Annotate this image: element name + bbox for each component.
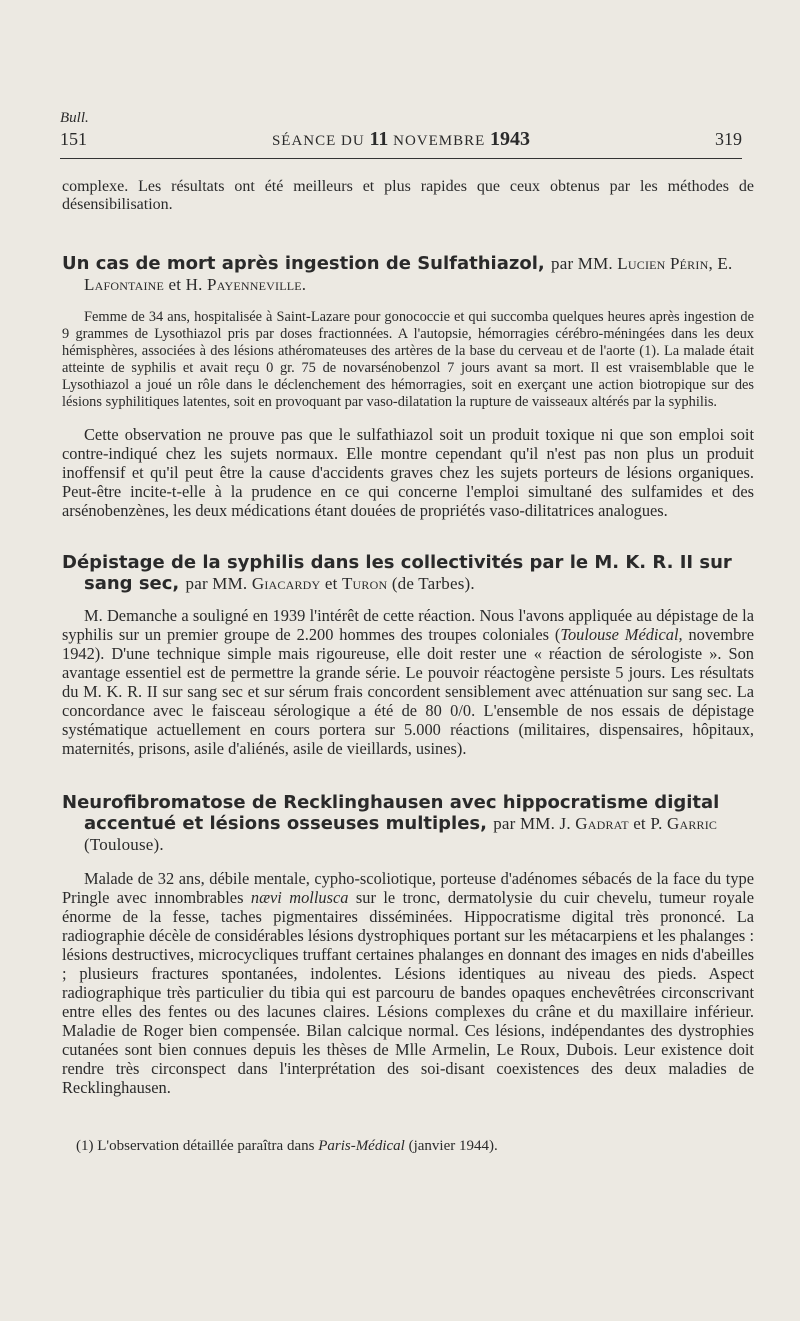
page-number: 319 bbox=[715, 129, 742, 149]
article-title-neurofibromatose: Neurofibromatose de Recklinghausen avec hippocratisme digital accentué et lésions osseuses multiples, par MM. J. Gadrat et P. Garric (Toulouse). bbox=[62, 791, 720, 854]
page-body bbox=[62, 178, 754, 1155]
journal-abbrev: Bull. bbox=[60, 110, 89, 126]
issue-number: 151 bbox=[60, 129, 87, 149]
discussion-paragraph: Cette observation ne prouve pas que le sulfathiazol soit un produit toxique ni que son emploi soit contre-indiqué chez les sujets normaux. Elle montre cependant qu'il n'est pas non plus un produit inoffensif et qu'il peut être la cause d'accidents graves chez les sujets porteurs de lésions organiques. Peut-être incite-t-elle à la prudence en ce qui concerne l'emploi simultané des sulfamides et des arsénobenzènes, les deux médications étant douées de propriétés vaso-dilitatrices analogues. bbox=[62, 424, 754, 520]
depistage-paragraph: M. Demanche a souligné en 1939 l'intérêt de cette réaction. Nous l'avons appliquée au dépistage de la syphilis sur un premier groupe de 2.200 hommes des troupes coloniales (Toulouse Médical, novembre 1942). D'une technique simple mais rigoureuse, elle doit rester une « réaction de sérologiste ». Son avantage essentiel est de permettre la grande série. Le pouvoir réactogène persiste 5 jours. Les résultats du M. K. R. II sur sang sec et sur sérum frais concordent sensiblement avec atténuation sur sang sec. La concordance avec le faisceau sérologique a été de 80 0/0. L'ensemble de nos essais de dépistage systématique actuellement en cours portera sur 5.000 réactions (militaires, dispensaires, hôpitaux, maternités, prisons, asile d'aliénés, asile de vieillards, usines). bbox=[62, 605, 754, 758]
continued-paragraph: complexe. Les résultats ont été meilleurs et plus rapides que ceux obtenus par les méthodes de désensibilisation. bbox=[62, 178, 754, 214]
footnote: (1) L'observation détaillée paraîtra dans Paris-Médical (janvier 1944). bbox=[76, 1137, 498, 1154]
article-title-depistage: Dépistage de la syphilis dans les collectivités par le M. K. R. II sur sang sec, par MM. Giacardy et Turon (de Tarbes). bbox=[62, 551, 732, 594]
article-title-sulfathiazol: Un cas de mort après ingestion de Sulfathiazol, par MM. Lucien Périn, E. Lafontaine et H. Payenneville. bbox=[62, 252, 733, 294]
header-rule bbox=[60, 158, 742, 159]
neurofibromatose-paragraph: Malade de 32 ans, débile mentale, cypho-scoliotique, porteuse d'adénomes sébacés de la face du type Pringle avec innombrables nævi mollusca sur le tronc, dermatolysie du cuir chevelu, tumeur royale énorme de la fesse, taches pigmentaires disséminées. Hippocratisme digital très prononcé. La radiographie décèle de considérables lésions dystrophiques portant sur les métacarpiens et les phalanges : lésions destructives, microcycliques truffant certaines phalanges en donnant des images en nids d'abeilles ; plusieurs fractures spontanées, indolentes. Lésions identiques au niveau des pieds. Aspect radiographique très particulier du tibia qui est parcouru de bandes opaques enchevêtrées circonscrivant entre elles des fentes ou des lacunes claires. Lésions complexes du crâne et du maxillaire inférieur. Maladie de Roger bien compensée. Bilan calcique normal. Ces lésions, indépendantes des dystrophies cutanées sont bien connues depuis les thèses de Mlle Armelin, Le Roux, Dubois. Leur existence doit rendre très circonspect dans l'interprétation des soi-disant coexistences des deux maladies de Recklinghausen. bbox=[62, 868, 754, 1097]
case-summary: Femme de 34 ans, hospitalisée à Saint-Lazare pour gonococcie et qui succomba quelques heures après ingestion de 9 grammes de Lysothiazol pris par doses fractionnées. A l'autopsie, hémorragies cérébro-méningées dans les deux hémisphères, associées à des lésions athéromateuses des artères de la base du cerveau et de l'aorte (1). La malade était atteinte de syphilis et avait reçu 0 gr. 75 de novarsénobenzol 7 jours avant sa mort. Il est vraisemblable que le Lysothiazol a joué un rôle dans le déclenchement des hémorragies, soit en exerçant une action biotropique sur des lésions syphilitiques latentes, soit en provoquant par vaso-dilatation la rupture de vaisseaux altérés par la syphilis. bbox=[62, 308, 754, 410]
running-header bbox=[60, 128, 742, 151]
session-title: SÉANCE DU 11 NOVEMBRE 1943 bbox=[271, 128, 531, 150]
